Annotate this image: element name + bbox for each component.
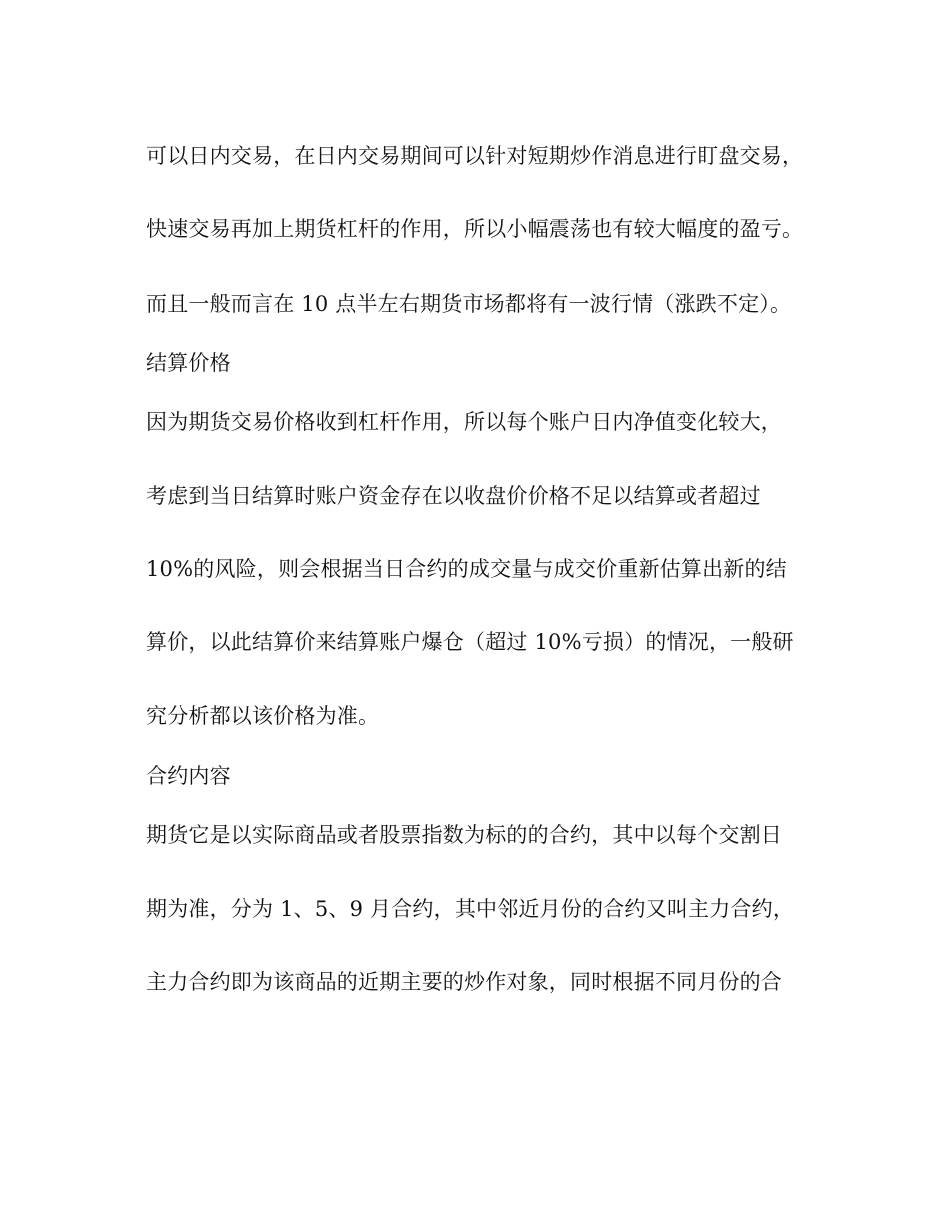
paragraph-line-7: 算价，以此结算价来结算账户爆仓（超过 10%亏损）的情况，一般研: [146, 630, 794, 654]
section-heading-settlement-price: 结算价格: [146, 351, 231, 375]
paragraph-line-1: 可以日内交易，在日内交易期间可以针对短期炒作消息进行盯盘交易，: [146, 144, 804, 168]
paragraph-line-2: 快速交易再加上期货杠杆的作用，所以小幅震荡也有较大幅度的盈亏。: [146, 217, 804, 241]
paragraph-line-9: 期货它是以实际商品或者股票指数为标的的合约，其中以每个交割日: [146, 823, 782, 847]
section-heading-contract-content: 合约内容: [146, 764, 231, 788]
paragraph-line-5: 考虑到当日结算时账户资金存在以收盘价价格不足以结算或者超过: [146, 484, 761, 508]
paragraph-line-8: 究分析都以该价格为准。: [146, 704, 380, 728]
paragraph-line-3: 而且一般而言在 10 点半左右期货市场都将有一波行情（涨跌不定）。: [146, 292, 792, 316]
paragraph-line-6: 10%的风险，则会根据当日合约的成交量与成交价重新估算出新的结: [146, 557, 787, 581]
paragraph-line-10: 期为准，分为 1、5、9 月合约，其中邻近月份的合约又叫主力合约，: [146, 897, 795, 921]
paragraph-line-11: 主力合约即为该商品的近期主要的炒作对象，同时根据不同月份的合: [146, 970, 782, 994]
paragraph-line-4: 因为期货交易价格收到杠杆作用，所以每个账户日内净值变化较大，: [146, 410, 782, 434]
